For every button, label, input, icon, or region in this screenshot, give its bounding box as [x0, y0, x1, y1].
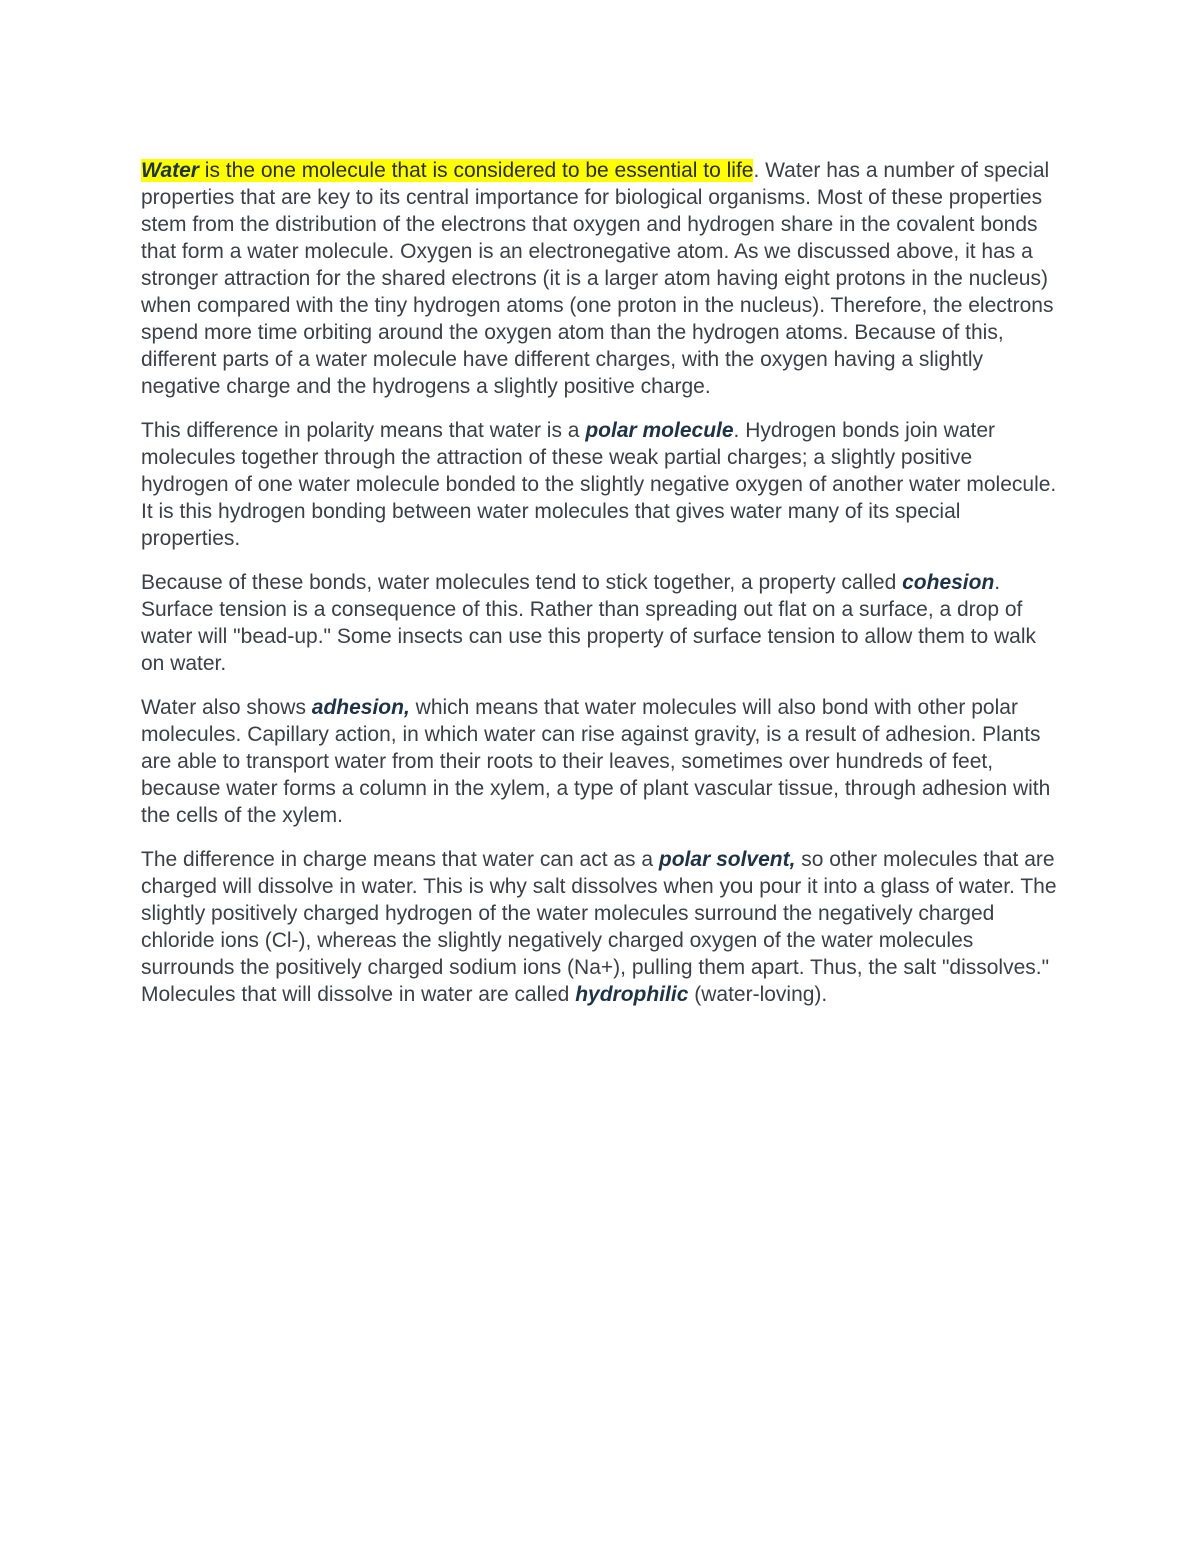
term-hydrophilic: hydrophilic — [575, 983, 689, 1006]
paragraph-polar-solvent — [141, 846, 1061, 1008]
document-page — [141, 157, 1061, 1025]
paragraph-water-intro — [141, 157, 1061, 400]
highlighted-text: is the one molecule that is considered to be essential to life — [198, 159, 754, 182]
paragraph-text: . Hydrogen bonds join water molecules together through the attraction of these weak partial charges; a slightly positive hydrogen of one water molecule bonded to the slightly negative oxygen of another water molecule. It is this hydrogen bonding between water molecules that gives water many of its special properties. — [141, 419, 1057, 550]
term-adhesion: adhesion, — [311, 696, 410, 719]
paragraph-polar-molecule — [141, 417, 1061, 552]
term-polar-molecule: polar molecule — [585, 419, 734, 442]
paragraph-text: This difference in polarity means that water is a — [141, 419, 586, 442]
paragraph-text: which means that water molecules will also bond with other polar molecules. Capillary action, in which water can rise against gravity, is a result of adhesion. Plants are able to transport water from their roots to their leaves, sometimes over hundreds of feet, because water forms a column in the xylem, a type of plant vascular tissue, through adhesion with the cells of the xylem. — [141, 696, 1051, 827]
paragraph-adhesion — [141, 694, 1061, 829]
paragraph-text: The difference in charge means that water can act as a — [141, 848, 659, 871]
term-polar-solvent: polar solvent, — [658, 848, 796, 871]
paragraph-text: Because of these bonds, water molecules tend to stick together, a property called — [141, 571, 903, 594]
paragraph-text: . Water has a number of special properties that are key to its central importance for biological organisms. Most of these properties stem from the distribution of the electrons that oxygen and hydrogen share in the covalent bonds that form a water molecule. Oxygen is an electronegative atom. As we discussed above, it has a stronger attraction for the shared electrons (it is a larger atom having eight protons in the nucleus) when compared with the tiny hydrogen atoms (one proton in the nucleus). Therefore, the electrons spend more time orbiting around the oxygen atom than the hydrogen atoms. Because of this, different parts of a water molecule have different charges, with the oxygen having a slightly negative charge and the hydrogens a slightly positive charge. — [141, 159, 1054, 398]
term-water: Water — [141, 159, 199, 182]
highlighted-sentence — [141, 159, 753, 182]
paragraph-text: . Surface tension is a consequence of this. Rather than spreading out flat on a surface, a drop of water will "bead-up." Some insects can use this property of surface tension to allow them to walk on water. — [141, 571, 1037, 675]
paragraph-cohesion — [141, 569, 1061, 677]
paragraph-text: Water also shows — [141, 696, 312, 719]
paragraph-text: so other molecules that are charged will dissolve in water. This is why salt dissolves when you pour it into a glass of water. The slightly positively charged hydrogen of the water molecules surround the negatively charged chloride ions (Cl-), whereas the slightly negatively charged oxygen of the water molecules surrounds the positively charged sodium ions (Na+), pulling them apart. Thus, the salt "dissolves." Molecules that will dissolve in water are called — [141, 848, 1057, 1006]
term-cohesion: cohesion — [902, 571, 995, 594]
paragraph-text: (water-loving). — [688, 983, 828, 1006]
